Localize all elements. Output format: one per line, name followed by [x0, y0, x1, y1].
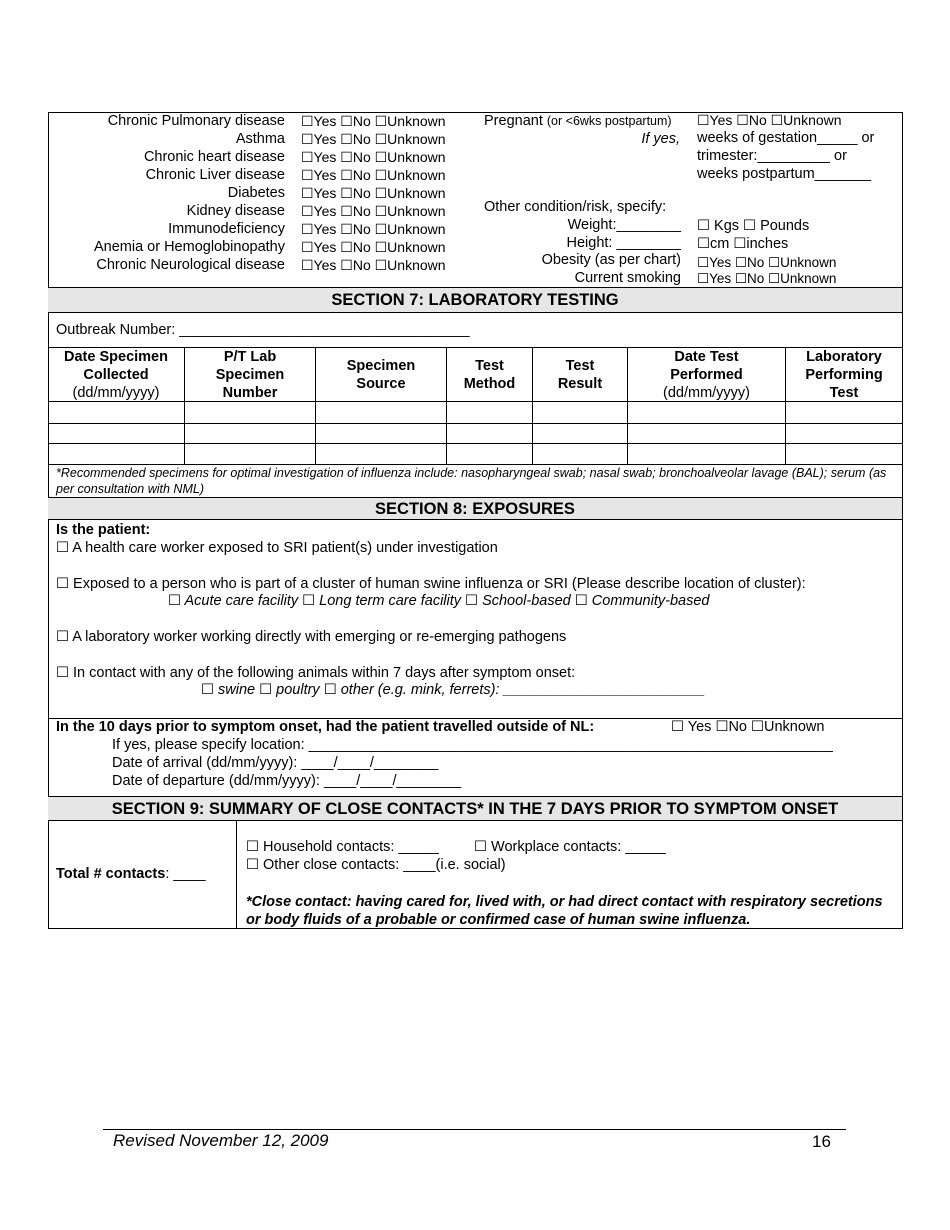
travel-location-field[interactable]: If yes, please specify location: _________________________________________________________________ [112, 737, 833, 753]
animal-contact-checkbox[interactable]: ☐ In contact with any of the following animals within 7 days after symptom onset: [56, 665, 576, 681]
condition-label: Kidney disease [186, 203, 285, 219]
arrival-date-field[interactable]: Date of arrival (dd/mm/yyyy): ____/____/________ [112, 755, 439, 771]
lab-header-laboratory [786, 348, 902, 401]
lab-entry-row[interactable] [49, 402, 902, 423]
other-condition-label: Other condition/risk, specify: [484, 199, 667, 215]
condition-label: Chronic heart disease [143, 149, 285, 165]
lab-header-date-performed [628, 348, 785, 401]
is-patient-label: Is the patient: [56, 522, 151, 538]
header-text: Test Result [557, 357, 603, 392]
condition-options[interactable]: ☐Yes ☐No ☐Unknown [301, 221, 446, 237]
cluster-checkbox[interactable]: ☐ Exposed to a person who is part of a cluster of human swine influenza or SRI (Please describe location of cluster): [56, 576, 806, 592]
outbreak-number-field[interactable]: Outbreak Number: ____________________________________ [56, 322, 470, 338]
workplace-contacts-field[interactable]: ☐ Workplace contacts: _____ [474, 839, 666, 855]
condition-label: Chronic Pulmonary disease [107, 113, 285, 129]
condition-label: Immunodeficiency [168, 221, 285, 237]
condition-options[interactable]: ☐Yes ☐No ☐Unknown [301, 131, 446, 147]
lab-row-line [48, 464, 903, 465]
divider [48, 312, 903, 313]
header-subtext: (dd/mm/yyyy) [663, 384, 750, 401]
header-text: Specimen Source [346, 357, 416, 392]
obesity-label: Obesity (as per chart) [541, 252, 681, 268]
condition-label: Asthma [235, 131, 285, 147]
border-right [902, 112, 903, 929]
smoking-label: Current smoking [574, 270, 681, 286]
condition-label: Diabetes [227, 185, 285, 201]
contacts-col-line [236, 820, 237, 928]
lab-header-test-method [447, 348, 532, 401]
pregnant-text: Pregnant [484, 113, 543, 129]
total-contacts-blank: : ____ [165, 866, 206, 882]
animal-options[interactable]: ☐ swine ☐ poultry ☐ other (e.g. mink, ferrets): _________________________ [201, 682, 706, 698]
total-contacts-label: Total # contacts [56, 866, 166, 882]
pregnant-options[interactable]: ☐Yes ☐No ☐Unknown [697, 112, 842, 128]
lab-header-specimen-source [316, 348, 446, 401]
condition-label: Chronic Liver disease [145, 167, 285, 183]
other-close-contacts-field[interactable]: ☐ Other close contacts: ____(i.e. social) [246, 857, 506, 873]
condition-label: Anemia or Hemoglobinopathy [93, 239, 285, 255]
condition-options[interactable]: ☐Yes ☐No ☐Unknown [301, 239, 446, 255]
header-text: Date Specimen Collected [64, 348, 168, 383]
section-9-title: SECTION 9: SUMMARY OF CLOSE CONTACTS* IN THE 7 DAYS PRIOR TO SYMPTOM ONSET [48, 797, 902, 821]
hcw-checkbox[interactable]: ☐ A health care worker exposed to SRI patient(s) under investigation [56, 540, 498, 556]
header-text: Test Method [463, 357, 516, 392]
footer-rule [103, 1129, 846, 1130]
lab-entry-row[interactable] [49, 424, 902, 443]
condition-options[interactable]: ☐Yes ☐No ☐Unknown [301, 203, 446, 219]
weight-units[interactable]: ☐ Kgs ☐ Pounds [697, 218, 810, 234]
close-contact-definition: *Close contact: having cared for, lived with, or had direct contact with respiratory secretions or body fluids of a probable or confirmed case of human swine influenza. [246, 894, 883, 928]
trimester-field[interactable]: trimester:_________ or [697, 148, 847, 164]
section-8-title: SECTION 8: EXPOSURES [48, 498, 902, 519]
lab-header-date-collected [48, 348, 184, 401]
page-number: 16 [812, 1132, 831, 1151]
specimen-note: *Recommended specimens for optimal investigation of influenza include: nasopharyngeal swab; nasal swab; bronchoalveolar lavage (BAL); serum (as per consultation with NML) [56, 466, 887, 496]
header-text: Laboratory Performing Test [805, 348, 883, 401]
divider [48, 519, 903, 520]
height-units[interactable]: ☐cm ☐inches [697, 236, 789, 252]
lab-header-specimen-number [185, 348, 315, 401]
divider [48, 820, 903, 821]
if-yes-label: If yes, [641, 131, 680, 147]
total-contacts-field[interactable] [56, 866, 206, 883]
obesity-options[interactable]: ☐Yes ☐No ☐Unknown [697, 255, 837, 270]
height-field[interactable]: Height: ________ [566, 235, 681, 251]
travel-options[interactable]: ☐ Yes ☐No ☐Unknown [671, 719, 825, 735]
cluster-options[interactable]: ☐ Acute care facility ☐ Long term care facility ☐ School-based ☐ Community-based [168, 593, 710, 609]
lab-header-test-result [533, 348, 627, 401]
departure-date-field[interactable]: Date of departure (dd/mm/yyyy): ____/____/________ [112, 773, 462, 789]
header-subtext: (dd/mm/yyyy) [72, 384, 160, 401]
weight-field[interactable]: Weight:________ [567, 217, 681, 233]
revised-date: Revised November 12, 2009 [113, 1131, 329, 1150]
header-text: P/T Lab Specimen Number [215, 348, 285, 401]
pregnant-label [484, 113, 672, 130]
condition-options[interactable]: ☐Yes ☐No ☐Unknown [301, 149, 446, 165]
travel-question: In the 10 days prior to symptom onset, had the patient travelled outside of NL: [56, 719, 595, 735]
condition-options[interactable]: ☐Yes ☐No ☐Unknown [301, 113, 446, 129]
pregnant-sublabel: (or <6wks postpartum) [546, 114, 672, 128]
weeks-gestation-field[interactable]: weeks of gestation_____ or [697, 130, 875, 146]
condition-options[interactable]: ☐Yes ☐No ☐Unknown [301, 167, 446, 183]
lab-worker-checkbox[interactable]: ☐ A laboratory worker working directly with emerging or re-emerging pathogens [56, 629, 567, 645]
smoking-options[interactable]: ☐Yes ☐No ☐Unknown [697, 271, 837, 286]
household-contacts-field[interactable]: ☐ Household contacts: _____ [246, 839, 439, 855]
condition-label: Chronic Neurological disease [96, 257, 285, 273]
lab-entry-row[interactable] [49, 444, 902, 464]
section-7-title: SECTION 7: LABORATORY TESTING [48, 288, 902, 312]
condition-options[interactable]: ☐Yes ☐No ☐Unknown [301, 257, 446, 273]
condition-options[interactable]: ☐Yes ☐No ☐Unknown [301, 185, 446, 201]
header-text: Date Test Performed [670, 348, 743, 383]
weeks-postpartum-field[interactable]: weeks postpartum_______ [697, 166, 872, 182]
